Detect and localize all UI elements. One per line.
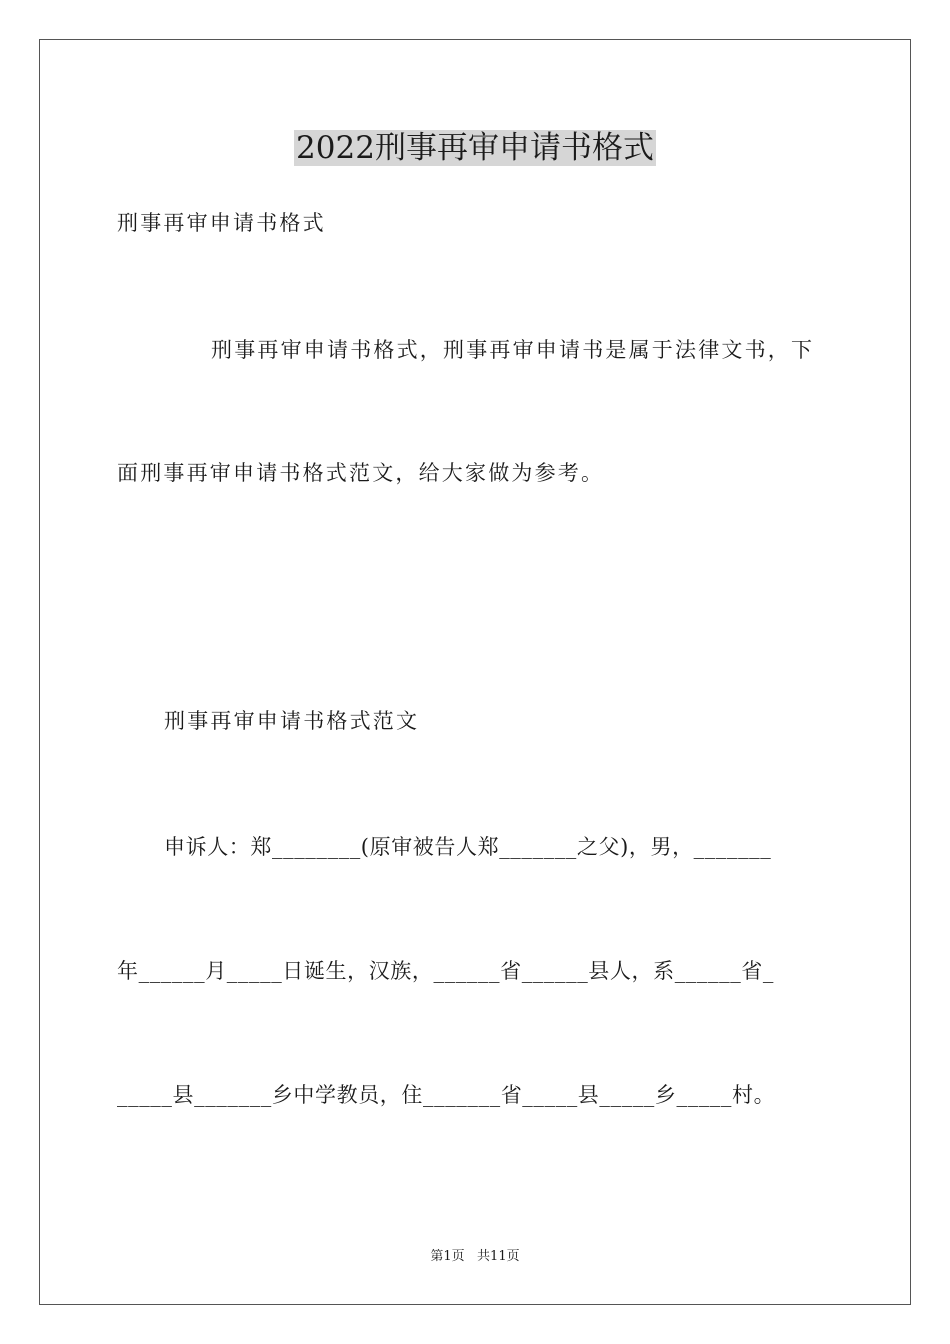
body-paragraph-line-3: _____县_______乡中学教员，住_______省_____县_____乡_____村。 <box>117 1083 776 1107</box>
document-title <box>0 128 950 173</box>
page-footer: 第1页 共11页 <box>430 1249 520 1264</box>
document-heading: 刑事再审申请书格式 <box>117 211 326 235</box>
intro-paragraph-line-1: 刑事再审申请书格式，刑事再审申请书是属于法律文书，下 <box>211 338 815 362</box>
section-title: 刑事再审申请书格式范文 <box>164 709 420 733</box>
body-paragraph-line-1: 申诉人：郑________(原审被告人郑_______之父)，男，_______ <box>164 835 772 859</box>
intro-paragraph-line-2: 面刑事再审申请书格式范文，给大家做为参考。 <box>117 461 605 485</box>
body-paragraph-line-2: 年______月_____日诞生，汉族，______省______县人，系______省_ <box>117 959 774 983</box>
document-title-text: 2022刑事再审申请书格式 <box>296 130 654 166</box>
